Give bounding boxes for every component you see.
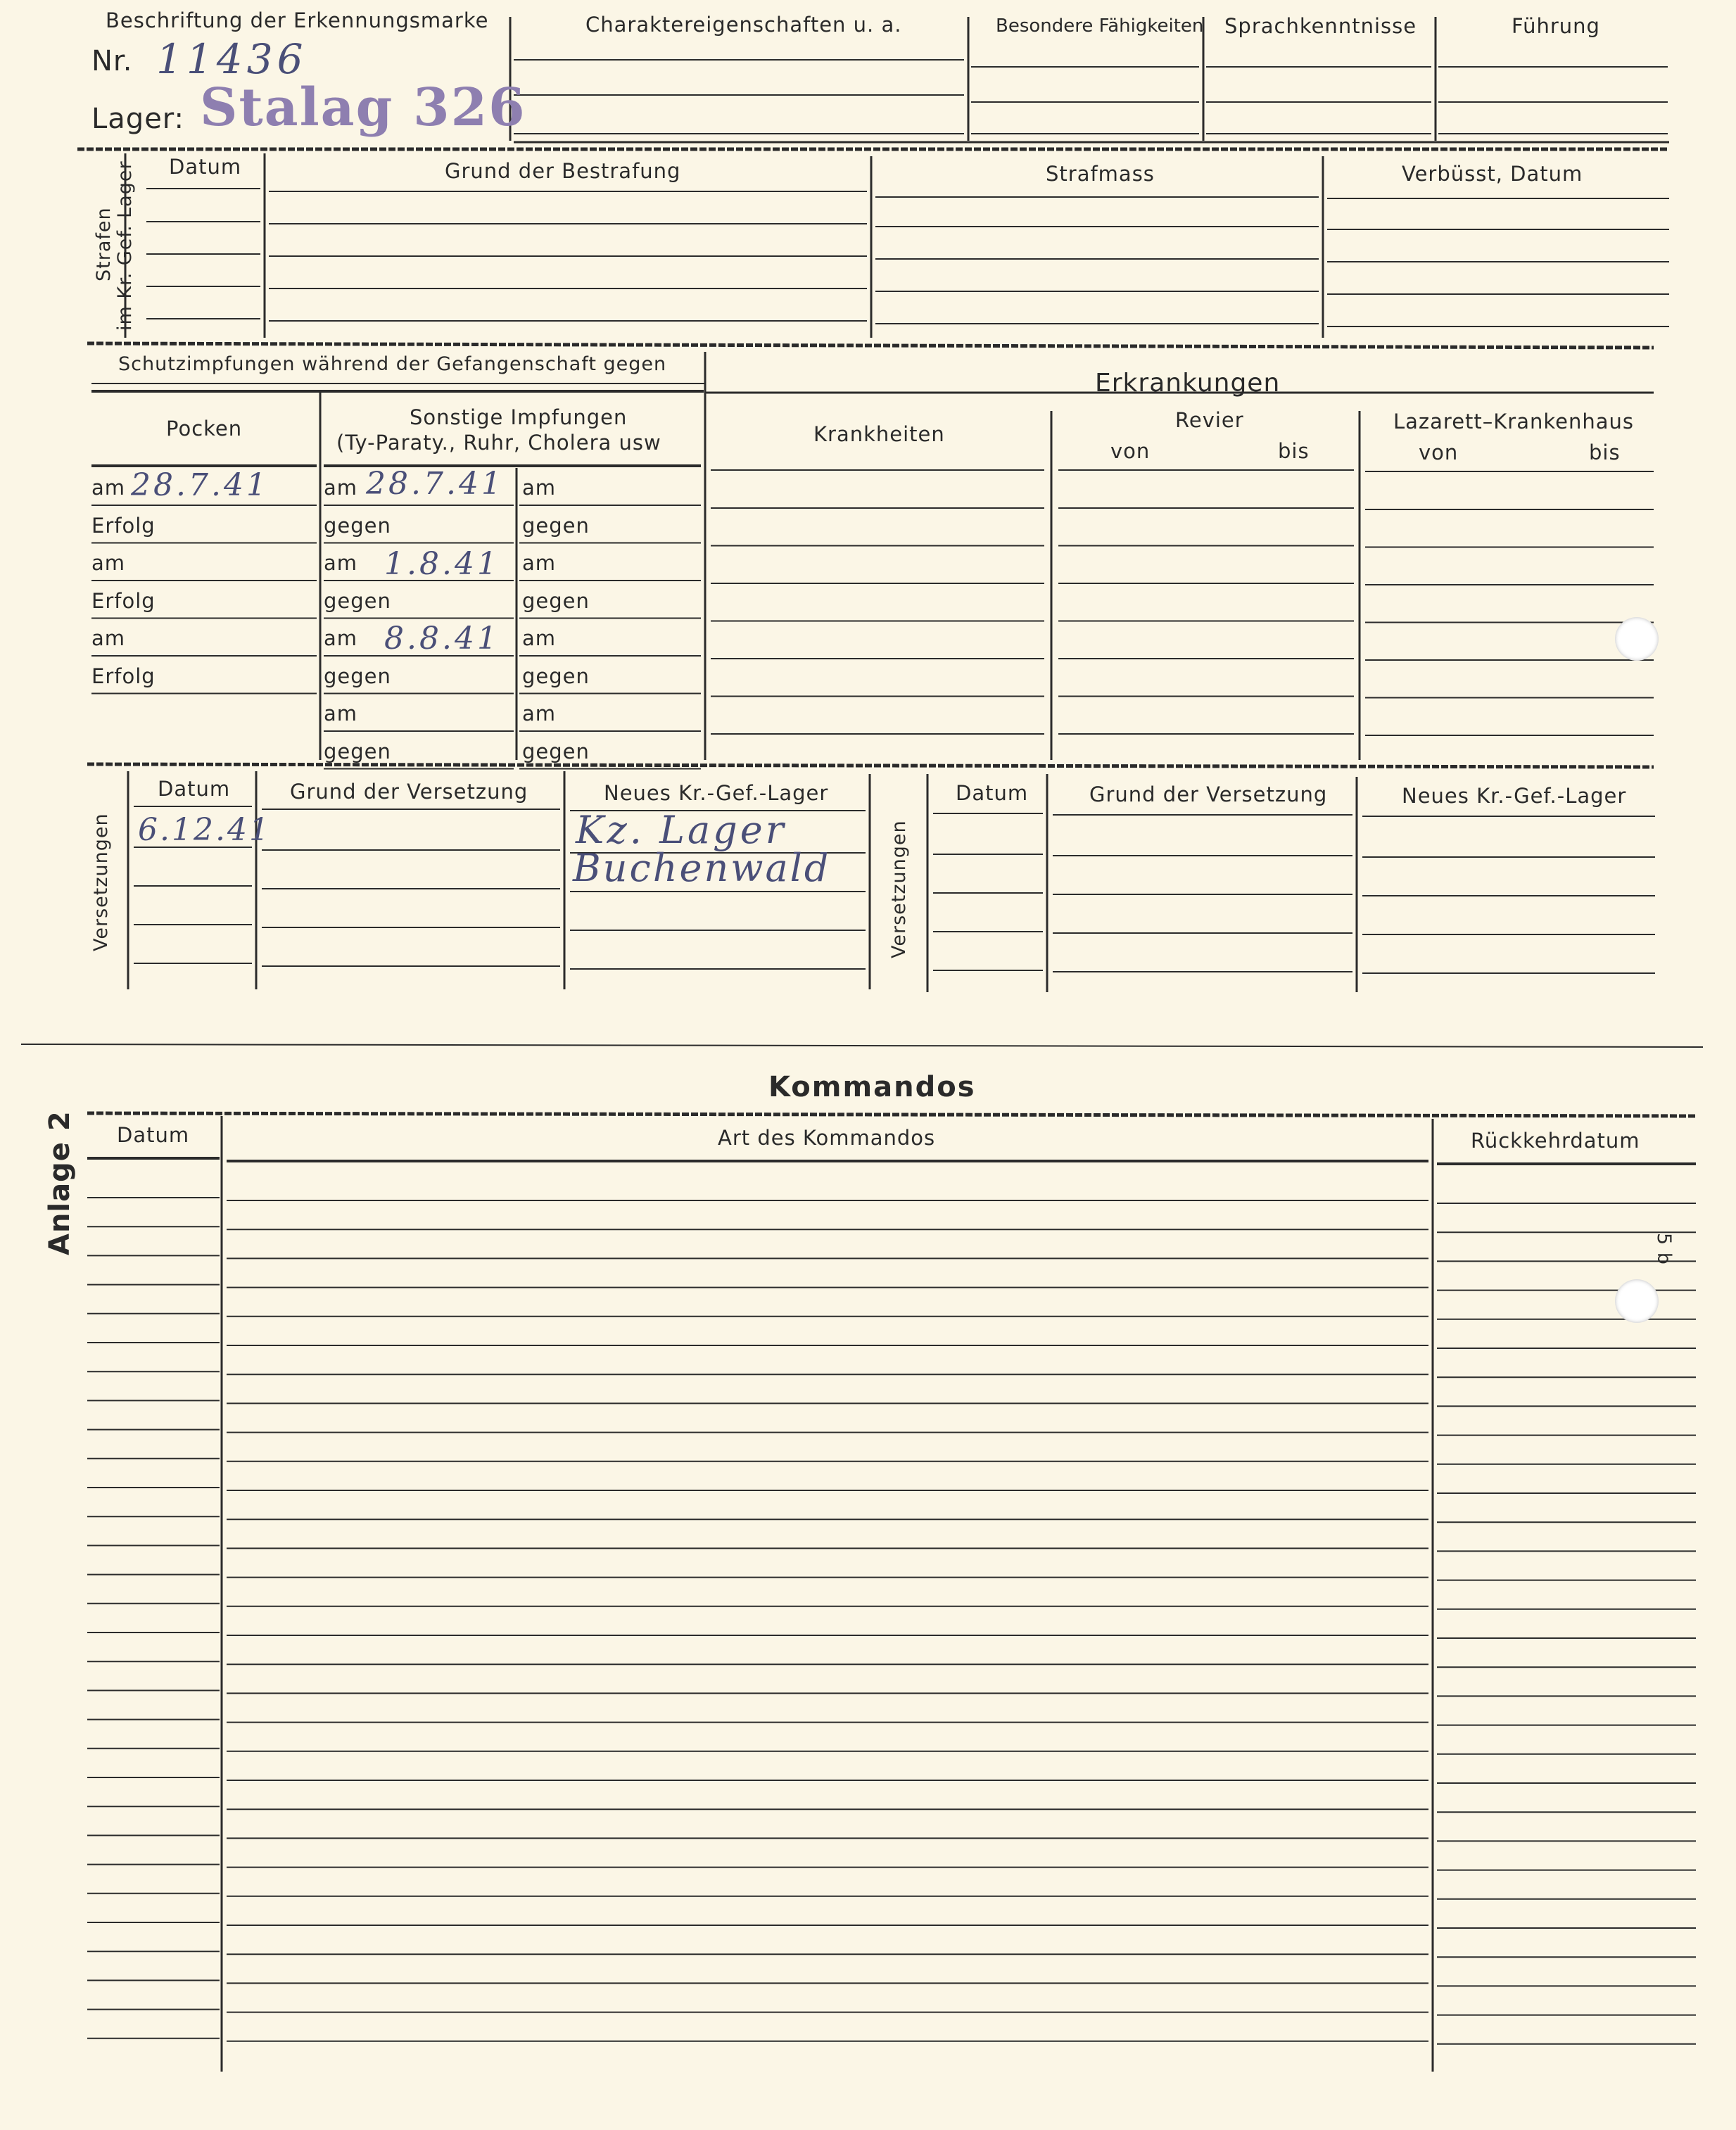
impf-sonstige-row-label-5: gegen: [324, 664, 391, 688]
versetzungen-side-label-right: Versetzungen: [888, 820, 910, 958]
kommandos-col-art: Art des Kommandos: [718, 1126, 936, 1150]
vers-col-neues-right: Neues Kr.-Gef.-Lager: [1402, 784, 1627, 808]
rule-line-138: [87, 1113, 1696, 1116]
vers-col-datum-left: Datum: [158, 777, 231, 801]
punch-hole-upper: [1615, 617, 1659, 661]
col-fuehrung: Führung: [1512, 14, 1600, 38]
impf-sonstige-row-label-2: am: [324, 551, 358, 575]
impf-extra-row-label-5: gegen: [522, 664, 590, 688]
impf-col-pocken: Pocken: [166, 417, 243, 440]
rule-line-99: [87, 764, 1654, 767]
strafen-col-verbuesst: Verbüsst, Datum: [1402, 162, 1583, 186]
col-faehigkeiten: Besondere Fähigkeiten: [996, 15, 1204, 37]
vers-col-grund-left: Grund der Versetzung: [290, 780, 528, 804]
impf-extra-row-label-3: gegen: [522, 588, 590, 613]
impf-extra-row-label-7: gegen: [522, 739, 590, 763]
erk-lazarett-bis: bis: [1589, 440, 1621, 464]
nr-label: Nr.: [91, 45, 133, 77]
strafen-col-grund: Grund der Bestrafung: [445, 159, 681, 183]
erk-col-krankheiten: Krankheiten: [813, 422, 945, 446]
impf-sonstige-row-label-1: gegen: [324, 513, 391, 538]
hw-versetzung-lager-1: Kz. Lager: [576, 808, 787, 852]
impf-extra-row-label-2: am: [522, 551, 557, 575]
rule-line-137: [21, 1044, 1703, 1047]
hw-pocken-date: 28.7.41: [131, 467, 269, 503]
impf-extra-row-label-4: am: [522, 626, 557, 650]
vers-col-grund-right: Grund der Versetzung: [1089, 782, 1328, 806]
marker-title: Beschriftung der Erkennungsmarke: [106, 8, 489, 32]
rule-line-42: [87, 343, 1654, 348]
impf-pocken-row-label-2: am: [91, 551, 126, 575]
hw-sonst-date-2: 1.8.41: [384, 546, 500, 582]
impf-sonstige-row-label-3: gegen: [324, 588, 391, 613]
impf-sonstige-row-label-7: gegen: [324, 739, 391, 763]
kommandos-col-rueckkehr: Rückkehrdatum: [1471, 1129, 1640, 1153]
hw-sonst-date-1: 28.7.41: [366, 466, 504, 502]
impf-extra-row-label-1: gegen: [522, 513, 590, 538]
impf-extra-row-label-0: am: [522, 476, 557, 500]
kommandos-col-datum: Datum: [117, 1123, 190, 1147]
vers-col-neues-left: Neues Kr.-Gef.-Lager: [604, 781, 829, 805]
punch-hole-lower: [1615, 1279, 1659, 1323]
nr-value: 11436: [156, 35, 308, 83]
impf-pocken-row-label-1: Erfolg: [91, 513, 156, 538]
impf-sonstige-row-label-6: am: [324, 702, 358, 725]
erk-lazarett-von: von: [1419, 440, 1459, 464]
hw-sonst-date-3: 8.8.41: [384, 621, 500, 657]
kommandos-title: Kommandos: [768, 1071, 976, 1103]
strafen-side-label-2: im Kr. Gef. Lager: [114, 160, 136, 331]
erk-col-revier: Revier: [1175, 408, 1244, 432]
impf-pocken-row-label-3: Erfolg: [91, 588, 156, 613]
impf-sonstige-row-label-0: am: [324, 476, 358, 500]
form-code: 5 b: [1653, 1233, 1675, 1265]
impf-sonstige-row-label-4: am: [324, 626, 358, 650]
strafen-side-label: Strafen: [93, 207, 115, 281]
col-sprach: Sprachkenntnisse: [1224, 14, 1417, 38]
impf-extra-row-label-6: am: [522, 702, 557, 725]
hw-versetzung-lager-2: Buchenwald: [573, 846, 831, 890]
erk-col-lazarett: Lazarett–Krankenhaus: [1393, 410, 1635, 433]
impf-col-sonstige-2: (Ty-Paraty., Ruhr, Cholera usw: [336, 431, 661, 455]
lager-stamp: Stalag 326: [200, 77, 526, 138]
anlage-label: Anlage 2: [44, 1110, 76, 1255]
strafen-col-datum: Datum: [169, 155, 242, 179]
impf-col-sonstige-1: Sonstige Impfungen: [410, 405, 628, 429]
hw-versetzung-datum: 6.12.41: [138, 812, 271, 848]
strafen-col-strafmass: Strafmass: [1046, 162, 1155, 186]
impf-pocken-row-label-4: am: [91, 626, 126, 650]
vers-col-datum-right: Datum: [956, 781, 1029, 805]
erk-revier-von: von: [1110, 439, 1151, 463]
erk-revier-bis: bis: [1278, 439, 1310, 463]
impf-title: Schutzimpfungen während der Gefangenschaft gegen: [118, 353, 667, 375]
impf-pocken-row-label-0: am: [91, 476, 126, 500]
versetzungen-side-label-left: Versetzungen: [90, 813, 112, 951]
impf-pocken-row-label-5: Erfolg: [91, 664, 156, 688]
col-charakter: Charaktereigenschaften u. a.: [585, 13, 902, 37]
erkrankungen-title: Erkrankungen: [1095, 369, 1281, 398]
lager-label: Lager:: [91, 103, 185, 135]
